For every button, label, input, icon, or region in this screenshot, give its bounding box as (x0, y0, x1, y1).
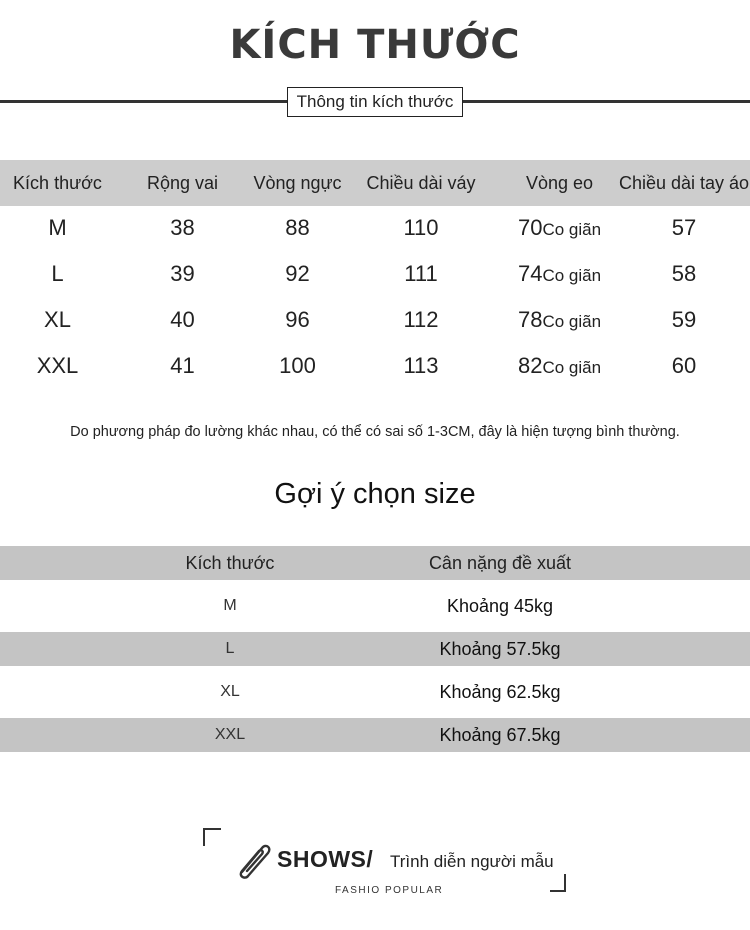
suggest-header (0, 546, 750, 580)
waist-cell (502, 343, 617, 389)
waist-value: 70 (517, 215, 543, 240)
subtitle-box: Thông tin kích thước (287, 87, 463, 117)
page-title: KÍCH THƯỚC (229, 22, 521, 68)
waist-note: Co giãn (542, 266, 602, 285)
waist-cell (502, 297, 617, 343)
shoulder-cell: 41 (170, 353, 195, 378)
length-cell: 110 (403, 215, 439, 240)
suggest-weight: Khoảng 62.5kg (439, 682, 561, 702)
suggest-weight: Khoảng 45kg (446, 596, 554, 616)
corner-bracket-top-left (203, 828, 221, 846)
shows-subtitle: Trình diễn người mẫu (390, 852, 554, 871)
paperclip-icon (228, 836, 274, 882)
suggest-title: Gợi ý chọn size (274, 478, 476, 510)
suggest-row (0, 632, 750, 666)
sleeve-cell: 57 (671, 215, 697, 240)
chest-cell: 96 (285, 307, 310, 332)
waist-note: Co giãn (542, 312, 602, 331)
size-row (0, 251, 750, 297)
size-cell: XXL (36, 353, 79, 378)
length-cell: 113 (403, 353, 439, 378)
waist-cell (502, 251, 617, 297)
title-rule-right (463, 100, 750, 103)
suggest-header-weight: Cân nặng đề xuất (428, 553, 572, 573)
waist-note: Co giãn (542, 220, 602, 239)
corner-bracket-bottom-right (550, 874, 566, 892)
size-row (0, 297, 750, 343)
chest-cell: 88 (285, 215, 310, 240)
waist-value: 82 (517, 353, 543, 378)
suggest-row (0, 675, 750, 709)
suggest-header-size: Kích thước (185, 553, 275, 573)
waist-cell (502, 205, 617, 251)
suggest-size: XXL (214, 726, 246, 743)
waist-value: 78 (517, 307, 543, 332)
chest-cell: 100 (279, 353, 316, 378)
shows-logo: SHOWS/ (277, 846, 374, 872)
header-chest: Vòng ngực (253, 173, 342, 193)
suggest-size: L (225, 640, 235, 657)
shoulder-cell: 38 (170, 215, 195, 240)
suggest-weight: Khoảng 67.5kg (439, 725, 561, 745)
size-row (0, 205, 750, 251)
size-cell: L (51, 261, 64, 286)
waist-note: Co giãn (542, 358, 602, 377)
shoulder-cell: 40 (170, 307, 195, 332)
size-cell: XL (44, 307, 71, 332)
title-rule-left (0, 100, 287, 103)
length-cell: 112 (403, 307, 439, 332)
suggest-row (0, 589, 750, 623)
waist-value: 74 (517, 261, 543, 286)
shoulder-cell: 39 (170, 261, 195, 286)
sleeve-cell: 59 (671, 307, 697, 332)
suggest-size: XL (220, 683, 240, 700)
size-row (0, 343, 750, 389)
suggest-weight: Khoảng 57.5kg (439, 639, 561, 659)
header-shoulder: Rộng vai (146, 173, 219, 193)
size-cell: M (48, 215, 67, 240)
chest-cell: 92 (285, 261, 310, 286)
header-sleeve: Chiều dài tay áo (618, 173, 750, 193)
header-waist: Vòng eo (525, 173, 594, 193)
measurement-note: Do phương pháp đo lường khác nhau, có thể có sai số 1-3CM, đây là hiện tượng bình thường. (70, 424, 680, 440)
header-length: Chiều dài váy (366, 173, 476, 193)
size-table-header (0, 160, 750, 206)
sleeve-cell: 60 (671, 353, 697, 378)
length-cell: 111 (404, 261, 438, 286)
suggest-row (0, 718, 750, 752)
suggest-size: M (223, 597, 237, 614)
fashion-tagline: FASHIO POPULAR (335, 885, 444, 896)
header-size: Kích thước (13, 173, 102, 193)
sleeve-cell: 58 (671, 261, 697, 286)
